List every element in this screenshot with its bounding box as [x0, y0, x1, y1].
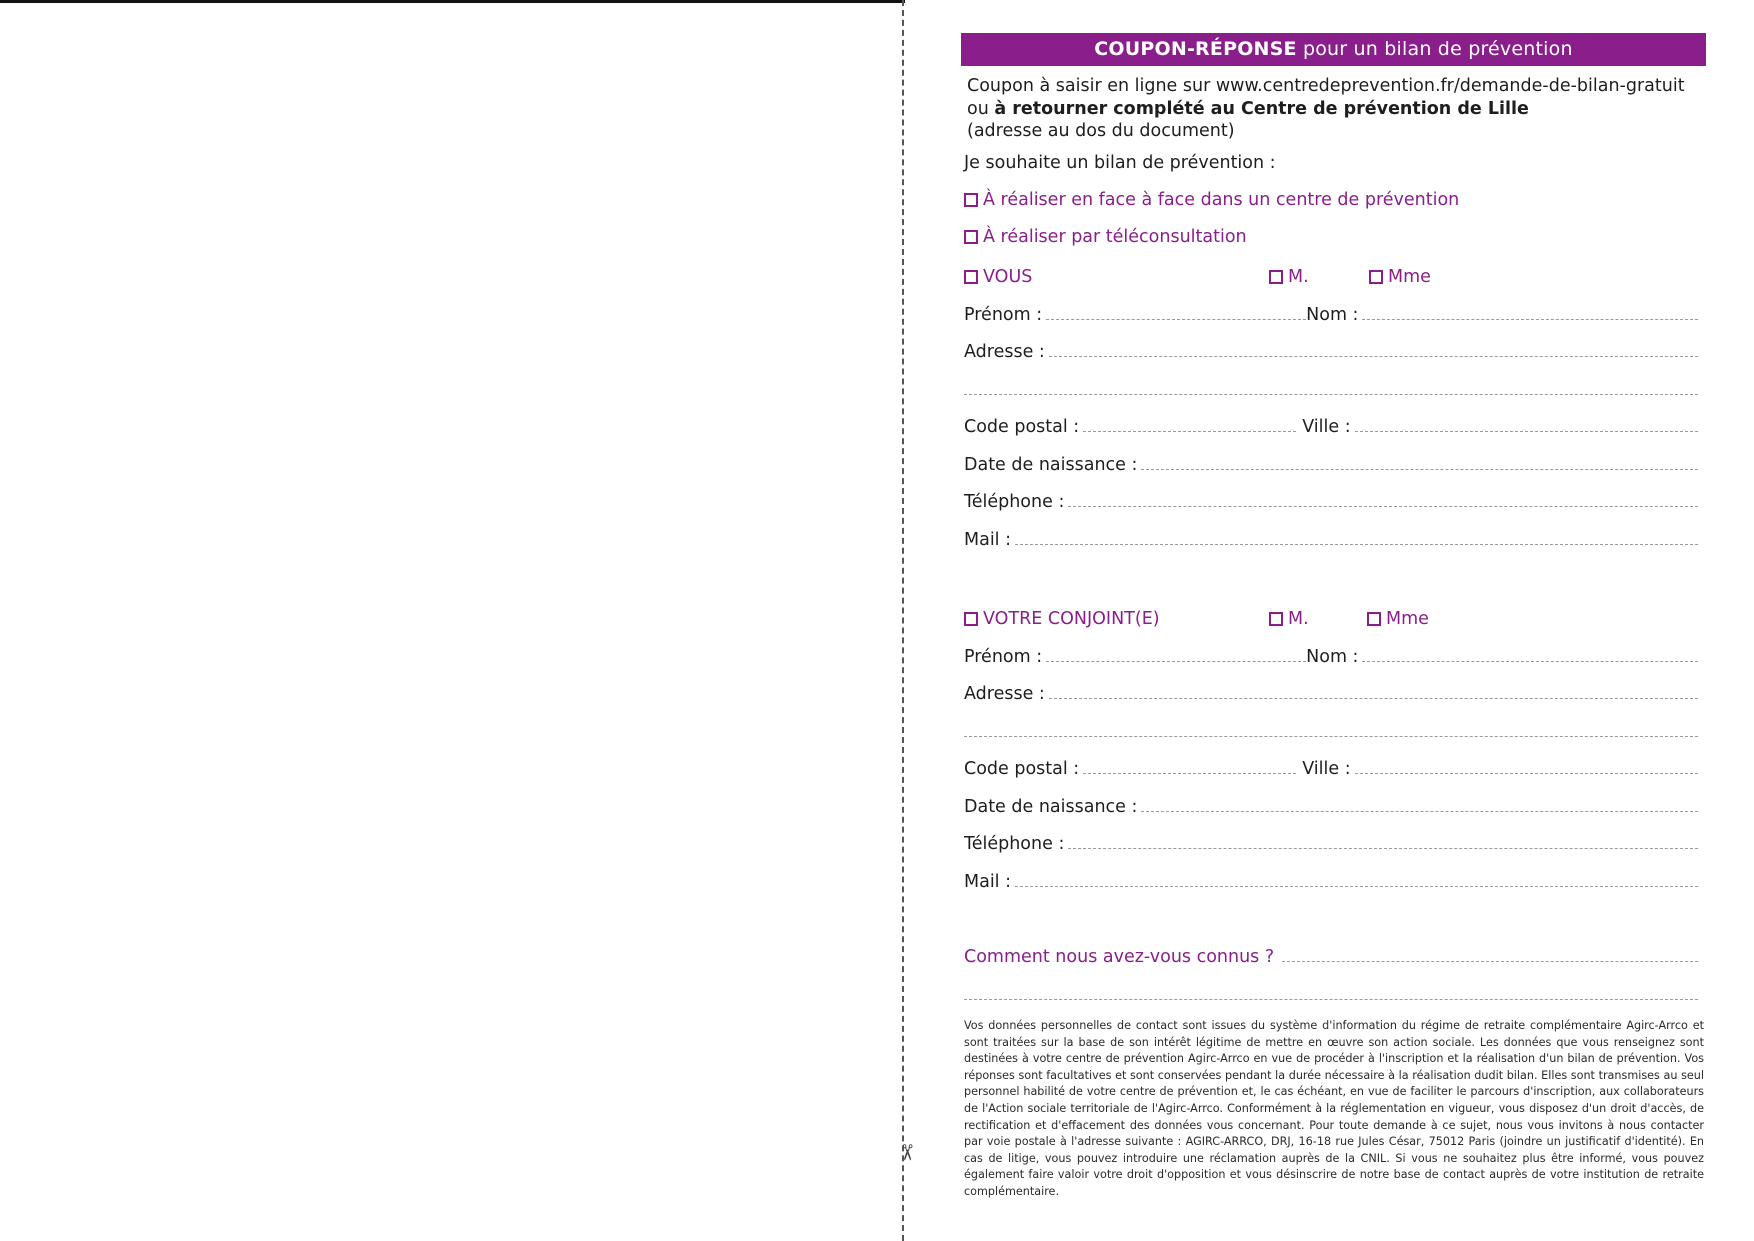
checkbox-you-mrs[interactable] — [1369, 270, 1383, 284]
scissors-icon: ✂ — [893, 1143, 919, 1162]
partner-firstname-field[interactable] — [1046, 660, 1306, 662]
you-name-row — [964, 301, 1698, 325]
you-firstname-field[interactable] — [1046, 318, 1306, 320]
coupon-form — [961, 33, 1706, 1198]
you-postcode-field[interactable] — [1083, 430, 1296, 432]
partner-mail-label: Mail : — [964, 872, 1012, 892]
partner-mrs-label: Mme — [1386, 609, 1429, 629]
you-birthdate-label: Date de naissance : — [964, 455, 1138, 475]
partner-firstname-label: Prénom : — [964, 647, 1043, 667]
you-birthdate-row — [964, 451, 1698, 475]
intro-text — [967, 75, 1706, 143]
you-postcode-row — [964, 413, 1698, 437]
partner-phone-label: Téléphone : — [964, 834, 1065, 854]
partner-address-label: Adresse : — [964, 684, 1045, 704]
you-mr-option[interactable] — [1269, 267, 1309, 287]
wish-label: Je souhaite un bilan de prévention : — [964, 153, 1276, 173]
option-teleconsultation-label: À réaliser par téléconsultation — [983, 227, 1247, 247]
partner-mr-label: M. — [1288, 609, 1309, 629]
intro-line-return-prefix: ou — [967, 98, 995, 119]
partner-mail-field[interactable] — [1015, 885, 1698, 887]
banner-title-rest: pour un bilan de prévention — [1296, 38, 1573, 60]
partner-postcode-row — [964, 755, 1698, 779]
partner-postcode-field[interactable] — [1083, 772, 1296, 774]
you-mrs-label: Mme — [1388, 267, 1431, 287]
partner-mr-option[interactable] — [1269, 609, 1309, 629]
checkbox-teleconsultation[interactable] — [964, 230, 978, 244]
you-city-label: Ville : — [1302, 417, 1351, 437]
you-address-label: Adresse : — [964, 342, 1045, 362]
how-known-label: Comment nous avez-vous connus ? — [964, 947, 1275, 967]
you-address-row — [964, 338, 1698, 362]
intro-line-return — [967, 98, 1706, 121]
partner-mail-row — [964, 868, 1698, 892]
partner-phone-field[interactable] — [1068, 847, 1698, 849]
partner-phone-row — [964, 830, 1698, 854]
checkbox-you[interactable] — [964, 270, 978, 284]
partner-postcode-label: Code postal : — [964, 759, 1080, 779]
legal-notice: Vos données personnelles de contact sont issues du système d'information du régime de retraite complémentaire Agirc-Arrco et sont traitées sur la base de son intérêt légitime de mettre en œuvre son action sociale. Les données que vous renseignez sont destinées à votre centre de prévention Agirc-Arrco en vue de procéder à l'inscription et la réalisation d'un bilan de prévention. Vos réponses sont facultatives et sont conservées pendant la durée nécessaire à la réalisation dudit bilan. Elles sont transmises au seul personnel habilité de votre centre de prévention et, le cas échéant, en vue de faciliter le parcours d'inscription, aux collaborateurs de l'Action sociale territoriale de l'Agirc-Arrco. Conformément à la réglementation en vigueur, vous disposez d'un droit d'accès, de rectification et d'effacement des données vous concernant. Pour toute demande à ce sujet, nous vous invitons à nous contacter par voie postale à l'adresse suivante : AGIRC-ARRCO, DRJ, 16-18 rue Jules César, 75012 Paris (joindre un justificatif d'identité). En cas de litige, vous pouvez introduire une réclamation auprès de la CNIL. Si vous ne souhaitez plus être informé, vous pouvez également faire valoir votre droit d'opposition et vous désinscrire de notre base de contact auprès de votre institution de retraite complémentaire. — [964, 1019, 1704, 1198]
you-address-field[interactable] — [1049, 355, 1698, 357]
partner-city-field[interactable] — [1355, 772, 1698, 774]
you-phone-row — [964, 488, 1698, 512]
you-birthdate-field[interactable] — [1141, 468, 1698, 470]
you-mail-label: Mail : — [964, 530, 1012, 550]
checkbox-you-mr[interactable] — [1269, 270, 1283, 284]
partner-mrs-option[interactable] — [1367, 609, 1429, 629]
partner-birthdate-row — [964, 793, 1698, 817]
partner-lastname-label: Nom : — [1306, 647, 1359, 667]
option-teleconsultation[interactable] — [964, 227, 1247, 247]
top-edge-rule — [0, 0, 905, 3]
partner-address-field[interactable] — [1049, 697, 1698, 699]
intro-line-return-bold: à retourner complété au Centre de prévention de Lille — [994, 98, 1529, 119]
checkbox-partner-mr[interactable] — [1269, 612, 1283, 626]
partner-address-row — [964, 680, 1698, 704]
coupon-banner — [961, 33, 1706, 66]
how-known-field-line2[interactable] — [964, 998, 1698, 1000]
partner-birthdate-field[interactable] — [1141, 810, 1698, 812]
you-mail-field[interactable] — [1015, 543, 1698, 545]
partner-city-label: Ville : — [1302, 759, 1351, 779]
you-firstname-label: Prénom : — [964, 305, 1043, 325]
how-known-row — [964, 943, 1698, 967]
checkbox-partner[interactable] — [964, 612, 978, 626]
section-partner-header[interactable] — [964, 609, 1160, 629]
you-phone-label: Téléphone : — [964, 492, 1065, 512]
how-known-field[interactable] — [1282, 960, 1698, 962]
section-partner-title: VOTRE CONJOINT(E) — [983, 609, 1160, 629]
partner-address-field-line2[interactable] — [964, 735, 1698, 737]
you-mrs-option[interactable] — [1369, 267, 1431, 287]
you-address-field-line2[interactable] — [964, 393, 1698, 395]
you-lastname-label: Nom : — [1306, 305, 1359, 325]
intro-line-online: Coupon à saisir en ligne sur www.centredeprevention.fr/demande-de-bilan-gratuit — [967, 76, 1685, 96]
checkbox-face-to-face[interactable] — [964, 193, 978, 207]
you-postcode-label: Code postal : — [964, 417, 1080, 437]
option-face-to-face[interactable] — [964, 190, 1459, 210]
you-lastname-field[interactable] — [1362, 318, 1698, 320]
you-mr-label: M. — [1288, 267, 1309, 287]
partner-name-row — [964, 643, 1698, 667]
you-city-field[interactable] — [1355, 430, 1698, 432]
you-phone-field[interactable] — [1068, 505, 1698, 507]
option-face-to-face-label: À réaliser en face à face dans un centre de prévention — [983, 190, 1460, 210]
you-mail-row — [964, 526, 1698, 550]
cut-line — [902, 0, 904, 1241]
partner-lastname-field[interactable] — [1362, 660, 1698, 662]
section-you-title: VOUS — [983, 267, 1033, 287]
intro-line-address-note: (adresse au dos du document) — [967, 121, 1235, 141]
partner-birthdate-label: Date de naissance : — [964, 797, 1138, 817]
banner-title-caps: COUPON-RÉPONSE — [1094, 38, 1297, 60]
section-you-header[interactable] — [964, 267, 1032, 287]
checkbox-partner-mrs[interactable] — [1367, 612, 1381, 626]
